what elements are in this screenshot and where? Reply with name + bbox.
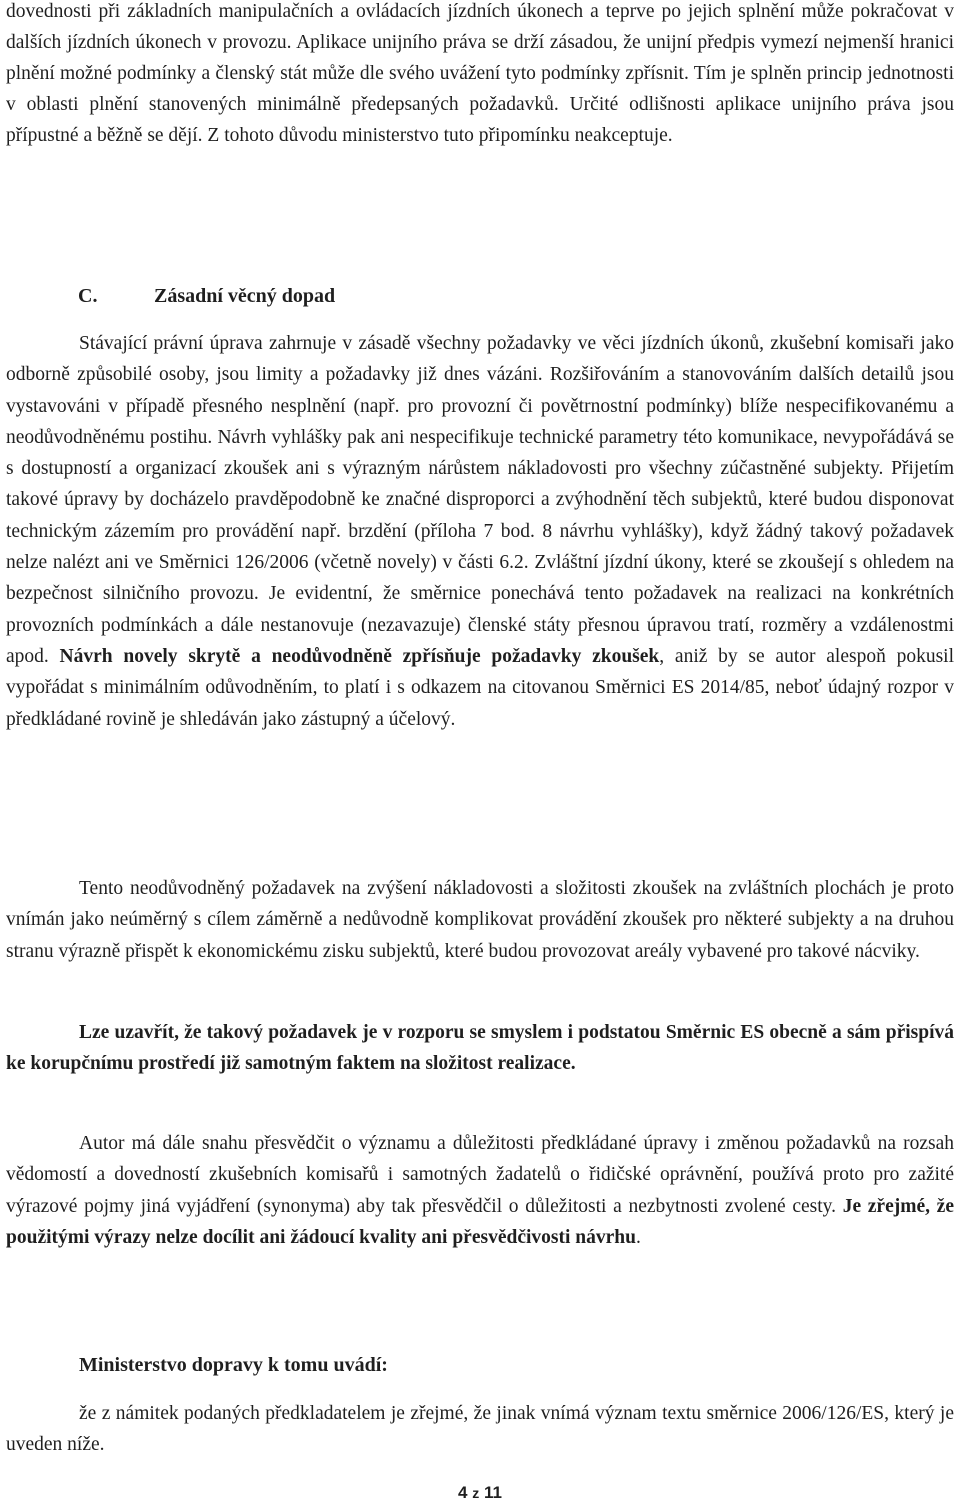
page-footer [0, 1483, 960, 1503]
ministry-heading: Ministerstvo dopravy k tomu uvádí: [79, 1354, 388, 1376]
paragraph-substantive-impact [6, 328, 954, 735]
paragraph-text: Autor má dále snahu přesvědčit o významu a důležitosti předkládané úpravy i změnou požadavků na rozsah vědomostí a dovedností zkušebních komisařů i samotných žadatelů o řidičské oprávnění, používá proto pro zažité výrazové pojmy jiná vyjádření (synonyma) aby tak přesvědčil o důležitosti a nezbytnosti zvolené cesty. [6, 1133, 954, 1217]
page-total: 11 [483, 1483, 502, 1502]
paragraph-author-arguments [6, 1128, 954, 1253]
paragraph-text: Tento neodůvodněný požadavek na zvýšení nákladovosti a složitosti zkoušek na zvláštních plochách je proto vnímán jako neúměrný s cílem záměrně a nedůvodně komplikovat provádění zkoušek pro některé subjekty a na druhou stranu výrazně přispět k ekonomickému zisku subjektů, které budou provozovat areály vybavené pro takové nácviky. [6, 878, 954, 962]
paragraph-bold-text: Lze uzavřít, že takový požadavek je v rozporu se smyslem i podstatou Směrnic ES obecně a sám přispívá ke korupčnímu prostředí již samotným faktem na složitost realizace. [6, 1022, 954, 1075]
section-number: C. [78, 285, 98, 307]
intro-paragraph: dovednosti při základních manipulačních a ovládacích jízdních úkonech a teprve po jejich splnění může pokračovat v dalších jízdních úkonech v provozu. Aplikace unijního práva se drží zásadou, že unijní předpis vymezí nejmenší hranici plnění možné podmínky a členský stát může dle svého uvážení tyto podmínky zpřísnit. Tím je splněn princip jednotnosti v oblasti plnění stanovených minimálně předepsaných požadavků. Určité odlišnosti aplikace unijního práva jsou přípustné a běžně se dějí. Z tohoto důvodu ministerstvo tuto připomínku neakceptuje. [6, 1, 954, 146]
paragraph-text: Stávající právní úprava zahrnuje v zásadě všechny požadavky ve věci jízdních úkonů, zkušební komisaři jako odborně způsobilé osoby, jsou limity a požadavky již dnes vázáni. Rozšiřováním a stanovováním dalších detailů jsou vystavováni v případě přesného nesplnění (např. pro provozní či povětrnostní podmínky) blíže nespecifikovanému a neodůvodněnému postihu. Návrh vyhlášky pak ani nespecifikuje technické parametry této komunikace, nevypořádává se s dostupností a organizací zkoušek ani s výrazným nárůstem nákladovosti pro všechny zúčastněné subjekty. Přijetím takové úpravy by docházelo pravděpodobně ke značné disproporci a zvýhodnění těch subjektů, které budou disponovat technickým zázemím pro provádění např. brzdění (příloha 7 bod. 8 návrhu vyhlášky), když žádný takový požadavek nelze nalézt ani ve Směrnici 126/2006 (včetně novely) v části 6.2. Zvláštní jízdní úkony, které se zkoušejí s ohledem na bezpečnost silničního provozu. Je evidentní, že směrnice ponechává tento požadavek na realizaci na konkrétních provozních podmínkách a dále nestanovuje (nezavazuje) členské státy přesnou úpravou tratí, rozměry a vzdálenostmi apod. [6, 333, 954, 667]
paragraph-text: , aniž by se autor alespoň pokusil vypořádat s minimálním odůvodněním, to platí i s odkazem na citovanou Směrnici ES 2014/85, neboť údajný rozpor v předkládané rovině je shledáván jako zástupný a účelový. [6, 645, 955, 730]
paragraph-conclusion [6, 1017, 954, 1080]
page-of-label: z [472, 1485, 480, 1501]
paragraph-text: . [635, 1226, 641, 1248]
ministry-response [6, 1398, 954, 1461]
page-number: 4 [458, 1483, 468, 1502]
paragraph-text: že z námitek podaných předkladatelem je zřejmé, že jinak vnímá význam textu směrnice 2006/126/ES, který je uveden níže. [6, 1403, 954, 1456]
paragraph-costs [6, 873, 954, 967]
section-heading [78, 282, 335, 310]
paragraph-bold-text: Je zřejmé, že použitými výrazy nelze docílit ani žádoucí kvality ani přesvědčivosti návrhu [6, 1195, 954, 1248]
section-title: Zásadní věcný dopad [154, 285, 336, 307]
paragraph-bold-text: Návrh novely skrytě a neodůvodněně zpřísňuje požadavky zkoušek [59, 645, 660, 667]
